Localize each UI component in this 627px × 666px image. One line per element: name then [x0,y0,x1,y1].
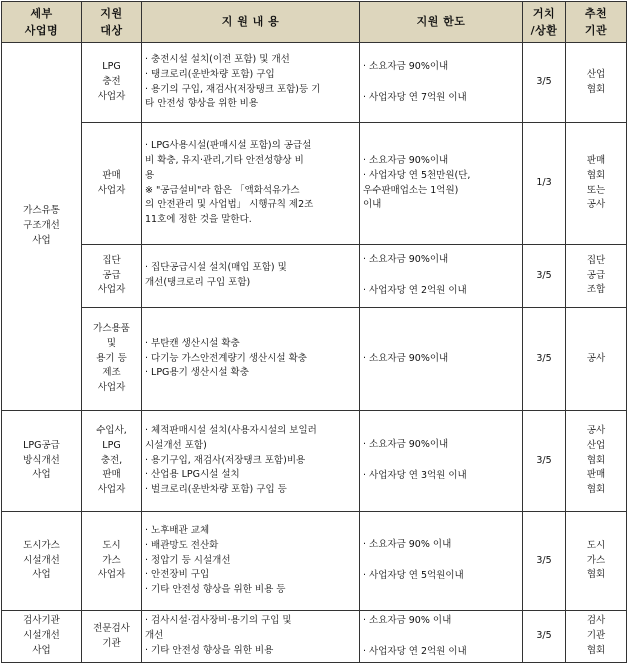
agency-cell: 판매 협회 또는 공사 [566,123,627,245]
table-row [2,43,627,123]
support-program-table [1,1,627,663]
limit-cell: · 소요자금 90%이내 · 사업자당 연 2억원 이내 [360,245,523,308]
limit-cell: · 소요자금 90%이내 [360,308,523,411]
content-cell: · LPG사용시설(판매시설 포함)의 공급설 비 확충, 유지·관리,기타 안전성향상 비 용 ※ "공급설비"라 함은 「액화석유가스 의 안전관리 및 사업법」 시행규칙 제2조 11호에 정한 것을 말한다. [142,123,360,245]
table-row [2,512,627,611]
agency-cell: 집단 공급 조합 [566,245,627,308]
project-cell: LPG공급 방식개선 사업 [2,411,82,512]
header-target: 지원 대상 [82,2,142,43]
content-cell: · 충전시설 설치(이전 포함) 및 개선 · 탱크로리(운반차량 포함) 구입 · 용기의 구입, 재검사(저장탱크 포함)등 기 타 안전성 향상을 위한 비용 [142,43,360,123]
content-cell: · 체적판매시설 설치(사용자시설의 보일러 시설개선 포함) · 용기구입, 재검사(저장탱크 포함)비용 · 산업용 LPG시설 설치 · 벌크로리(운반차량 포함) 구입 등 [142,411,360,512]
defer-cell: 3/5 [523,43,566,123]
limit-cell: · 소요자금 90% 이내 · 사업자당 연 5억원이내 [360,512,523,611]
header-agency: 추천 기관 [566,2,627,43]
agency-cell: 공사 산업 협회 판매 협회 [566,411,627,512]
content-cell: · 노후배관 교체 · 배관망도 전산화 · 정압기 등 시설개선 · 안전장비 구입 · 기타 안전성 향상을 위한 비용 등 [142,512,360,611]
header-row [2,2,627,43]
target-cell: 전문검사 기관 [82,611,142,663]
table-row [2,411,627,512]
limit-cell: · 소요자금 90%이내 · 사업자당 연 5천만원(단, 우수판매업소는 1억원) 이내 [360,123,523,245]
target-cell: 가스용품 및 용기 등 제조 사업자 [82,308,142,411]
defer-cell: 3/5 [523,245,566,308]
agency-cell: 도시 가스 협회 [566,512,627,611]
header-content: 지 원 내 용 [142,2,360,43]
defer-cell: 3/5 [523,512,566,611]
defer-cell: 3/5 [523,308,566,411]
limit-cell: · 소요자금 90% 이내 · 사업자당 연 2억원 이내 [360,611,523,663]
table-row [2,123,627,245]
defer-cell: 3/5 [523,611,566,663]
table-row [2,245,627,308]
agency-cell: 검사 기관 협회 [566,611,627,663]
agency-cell: 공사 [566,308,627,411]
target-cell: 수입사, LPG 충전, 판매 사업자 [82,411,142,512]
content-cell: · 집단공급시설 설치(매입 포함) 및 개선(탱크로리 구입 포함) [142,245,360,308]
defer-cell: 1/3 [523,123,566,245]
content-cell: · 부탄캔 생산시설 확충 · 다기능 가스안전계량기 생산시설 확충 · LPG용기 생산시설 확충 [142,308,360,411]
target-cell: 도시 가스 사업자 [82,512,142,611]
target-cell: LPG 충전 사업자 [82,43,142,123]
project-cell: 도시가스 시설개선 사업 [2,512,82,611]
project-cell: 검사기관 시설개선 사업 [2,611,82,663]
target-cell: 집단 공급 사업자 [82,245,142,308]
defer-cell: 3/5 [523,411,566,512]
limit-cell: · 소요자금 90%이내 · 사업자당 연 3억원 이내 [360,411,523,512]
table-row [2,611,627,663]
agency-cell: 산업 협회 [566,43,627,123]
target-cell: 판매 사업자 [82,123,142,245]
header-defer-repay: 거치 /상환 [523,2,566,43]
limit-cell: · 소요자금 90%이내 · 사업자당 연 7억원 이내 [360,43,523,123]
project-cell: 가스유통 구조개선 사업 [2,43,82,411]
content-cell: · 검사시설·검사장비·용기의 구입 및 개선 · 기타 안전성 향상을 위한 비용 [142,611,360,663]
header-project: 세부 사업명 [2,2,82,43]
header-limit: 지원 한도 [360,2,523,43]
table-row [2,308,627,411]
